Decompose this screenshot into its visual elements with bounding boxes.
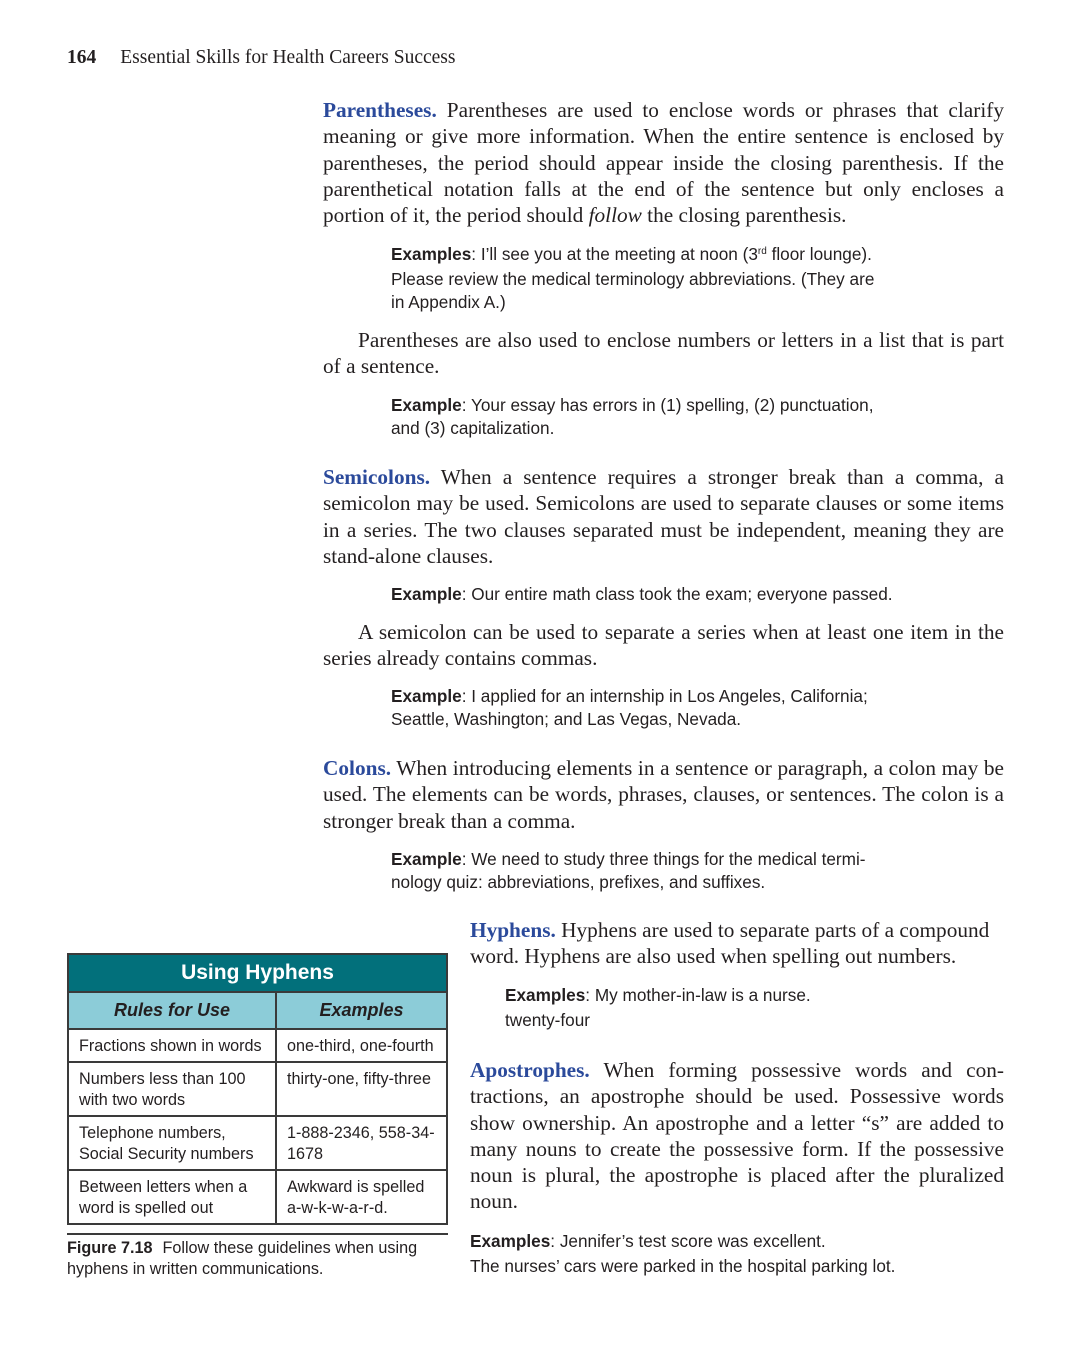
semicolons-paragraph: Semicolons. When a sentence requires a stronger break than a comma, a semicolon may be used. Semicolons are used to separate clauses or some items in a series. The two clauses separated must be independent, meaning they are stand-alone clauses. — [323, 465, 1004, 568]
apostrophes-paragraph: Apostrophes. When forming possessive words and contractions, an apostrophe should be used. Possessive words show ownership. An apostrophe and a letter “s” are added to many nouns to create the possessive form. If the possessive noun is plural, the apostrophe is placed after the pluralized noun. — [470, 1058, 1004, 1214]
semicolons-series-paragraph: A semicolon can be used to separate a series when at least one item in the series already contains commas. — [323, 620, 1004, 671]
colons-example: Example: We need to study three things for the medical termi- nology quiz: abbreviations, prefixes, and suffixes. — [391, 849, 866, 892]
book-title: Essential Skills for Health Careers Success — [120, 47, 456, 68]
rule-cell: Fractions shown in words — [68, 1029, 276, 1062]
table-title: Using Hyphens — [68, 954, 447, 992]
section-heading-apostrophes: Apostrophes. — [470, 1058, 590, 1082]
section-heading-hyphens: Hyphens. — [470, 918, 556, 942]
table-row — [68, 1170, 447, 1224]
semicolons-series-example: Example: I applied for an internship in Los Angeles, California; Seattle, Washington; and Las Vegas, Nevada. — [391, 686, 868, 729]
rule-cell: Numbers less than 100 with two words — [68, 1062, 276, 1116]
hyphens-example: Examples: My mother-in-law is a nurse. twenty-four — [505, 985, 811, 1030]
caption-divider — [67, 1233, 448, 1235]
figure-caption-text: Follow these guidelines when using hyphens in written communications. — [67, 1239, 418, 1278]
colons-paragraph: Colons. When introducing elements in a sentence or paragraph, a colon may be used. The elements can be words, phrases, clauses, or sentences. The colon is a stronger break than a comma. — [323, 756, 1004, 833]
hyphens-paragraph: Hyphens. Hyphens are used to separate parts of a compound word. Hyphens are also used when spelling out numbers. — [470, 918, 990, 969]
figure-caption — [67, 1238, 457, 1280]
section-heading-parentheses: Parentheses. — [323, 98, 437, 122]
table-row — [68, 1029, 447, 1062]
apostrophes-example: Examples: Jennifer’s test score was excellent. The nurses’ cars were parked in the hospital parking lot. — [470, 1231, 896, 1276]
example-cell: one-third, one-fourth — [276, 1029, 447, 1062]
table-header-row — [68, 992, 447, 1029]
example-cell: 1-888-2346, 558-34-1678 — [276, 1116, 447, 1170]
table-row — [68, 1062, 447, 1116]
parentheses-examples: Examples: I’ll see you at the meeting at noon (3rd floor lounge). Please review the medical terminology abbreviations. (They are in Appendix A.) — [391, 244, 875, 312]
semicolons-example: Example: Our entire math class took the exam; everyone passed. — [391, 584, 893, 604]
parentheses-paragraph: Parentheses. Parentheses are used to enclose words or phrases that clarify meaning or give more information. When the entire sentence is enclosed by parentheses, the period should appear inside the closing parenthesis. If the parenthetical notation falls at the end of the sentence but only encloses a portion of it, the period should follow the closing parenthesis. — [323, 98, 1004, 228]
table-title-row — [68, 954, 447, 992]
column-header-examples: Examples — [276, 992, 447, 1029]
parentheses-list-example: Example: Your essay has errors in (1) spelling, (2) punctuation, and (3) capitalization. — [391, 395, 874, 438]
running-head — [67, 47, 455, 69]
column-header-rules: Rules for Use — [68, 992, 276, 1029]
rule-cell: Telephone numbers, Social Security numbers — [68, 1116, 276, 1170]
example-cell: Awkward is spelled a-w-k-w-a-r-d. — [276, 1170, 447, 1224]
section-heading-semicolons: Semicolons. — [323, 465, 431, 489]
section-heading-colons: Colons. — [323, 756, 392, 780]
using-hyphens-table — [67, 953, 448, 1225]
rule-cell: Between letters when a word is spelled out — [68, 1170, 276, 1224]
page-number: 164 — [67, 47, 97, 68]
table-row — [68, 1116, 447, 1170]
parentheses-list-paragraph: Parentheses are also used to enclose numbers or letters in a list that is part of a sentence. — [323, 328, 1004, 379]
figure-label: Figure 7.18 — [67, 1239, 153, 1257]
example-cell: thirty-one, fifty-three — [276, 1062, 447, 1116]
